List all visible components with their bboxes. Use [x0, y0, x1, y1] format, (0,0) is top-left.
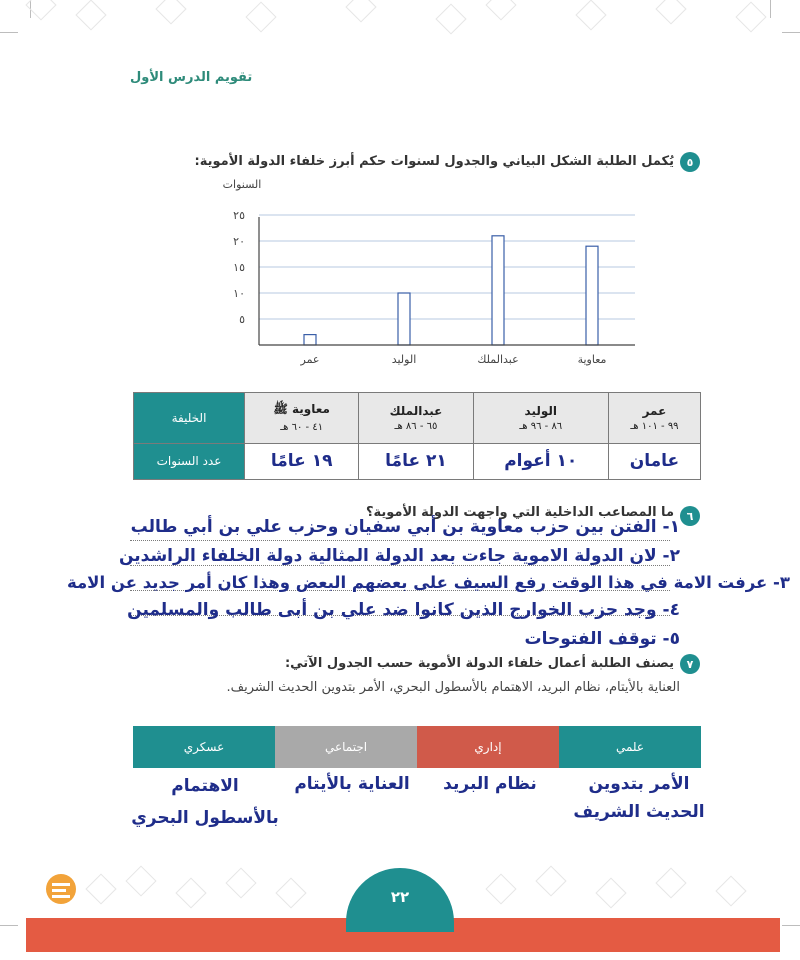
years-answer-abdulmalik: ٢١ عامًا	[359, 443, 473, 479]
category-military: عسكري	[133, 726, 275, 768]
q6-answer-4: ٤- وجد حزب الخوارج الذين كانوا ضد علي بن أبى طالب والمسلمين	[127, 600, 680, 620]
answer-scientific: الأمر بتدوين الحديث الشريف	[573, 774, 705, 822]
years-answer-umar: عامان	[608, 443, 700, 479]
caliph-cell-umar	[608, 393, 700, 444]
table-header-years: عدد السنوات	[134, 443, 245, 479]
classification-header-row	[133, 726, 701, 768]
caliph-period: ٦٥ - ٨٦ هـ	[394, 420, 438, 432]
chart-bar	[586, 246, 598, 345]
caliph-name: عبدالملك	[389, 403, 443, 418]
crop-mark	[0, 32, 18, 33]
crop-mark	[782, 925, 800, 926]
question-5-text: يُكمل الطلبة الشكل البياني والجدول لسنوات حكم أبرز خلفاء الدولة الأموية:	[194, 154, 674, 169]
chart-y-tick-label: ٢٥	[233, 209, 245, 222]
chart-x-tick-label: عبدالملك	[477, 353, 519, 366]
crop-mark	[782, 32, 800, 33]
caliph-table	[133, 392, 701, 480]
chart-y-tick-label: ١٥	[233, 261, 245, 274]
caliph-cell-walid	[473, 393, 608, 444]
caliph-period: ٤١ - ٦٠ هـ	[280, 422, 324, 434]
chart-y-axis-label: السنوات	[222, 178, 262, 191]
chart-bar	[304, 335, 316, 345]
answer-military: الاهتمام بالأسطول البحري	[131, 776, 279, 828]
category-administrative: إداري	[417, 726, 559, 768]
answer-administrative: نظام البريد	[443, 774, 537, 794]
caliph-name: الوليد	[524, 403, 557, 418]
lesson-header: تقويم الدرس الأول	[130, 70, 253, 85]
q6-answer-5: ٥- توقف الفتوحات	[524, 629, 680, 649]
page-number: ٢٢	[390, 888, 410, 906]
answer-line	[130, 540, 670, 541]
question-7-items: العناية بالأيتام، نظام البريد، الاهتمام بالأسطول البحري، الأمر بتدوين الحديث الشريف.	[226, 680, 680, 695]
chart-x-tick-label: عمر	[300, 353, 320, 366]
chart-y-tick-label: ١٠	[233, 287, 245, 300]
caliph-years-chart	[180, 175, 650, 375]
caliph-name: معاوية ﷺ	[273, 402, 330, 417]
caliph-cell-muawiya	[245, 393, 359, 444]
crop-mark	[0, 925, 18, 926]
chart-y-tick-label: ٥	[239, 313, 245, 326]
years-answer-muawiya: ١٩ عامًا	[245, 443, 359, 479]
q6-answer-1: ١- الفتن بين حزب معاوية بن أبي سفيان وحزب علي بن أبي طالب	[130, 517, 680, 537]
question-6-text: ما المصاعب الداخلية التي واجهت الدولة الأموية؟	[365, 505, 674, 520]
table-header-caliph: الخليفة	[134, 393, 245, 444]
answer-social: العناية بالأيتام	[294, 774, 410, 794]
chart-x-tick-label: الوليد	[391, 353, 417, 366]
caliph-period: ٨٦ - ٩٦ هـ	[519, 420, 563, 432]
question-7-badge: ٧	[680, 654, 700, 674]
classification-table	[133, 726, 701, 768]
category-social: اجتماعي	[275, 726, 417, 768]
q6-answer-3: ٣- عرفت الامة في هذا الوقت رفع السيف على بعضهم البعض وهذا كان أمر جديد عن الامة	[66, 573, 790, 592]
q6-answer-2: ٢- لان الدولة الاموية جاءت بعد الدولة المثالية دولة الخلفاء الراشدين	[118, 546, 680, 566]
category-scientific: علمي	[559, 726, 701, 768]
question-6-badge: ٦	[680, 506, 700, 526]
question-7-text: يصنف الطلبة أعمال خلفاء الدولة الأموية حسب الجدول الآتي:	[284, 656, 674, 671]
top-pattern	[20, 0, 780, 48]
caliph-name: عمر	[642, 403, 667, 418]
chart-x-tick-label: معاوية	[577, 353, 607, 366]
chart-bar	[492, 236, 504, 345]
caliph-period: ٩٩ - ١٠١ هـ	[630, 420, 679, 432]
question-5-badge: ٥	[680, 152, 700, 172]
chart-y-tick-label: ٢٠	[233, 235, 245, 248]
caliph-cell-abdulmalik	[359, 393, 473, 444]
years-answer-walid: ١٠ أعوام	[473, 443, 608, 479]
chart-bar	[398, 293, 410, 345]
publisher-logo-icon	[44, 872, 78, 906]
